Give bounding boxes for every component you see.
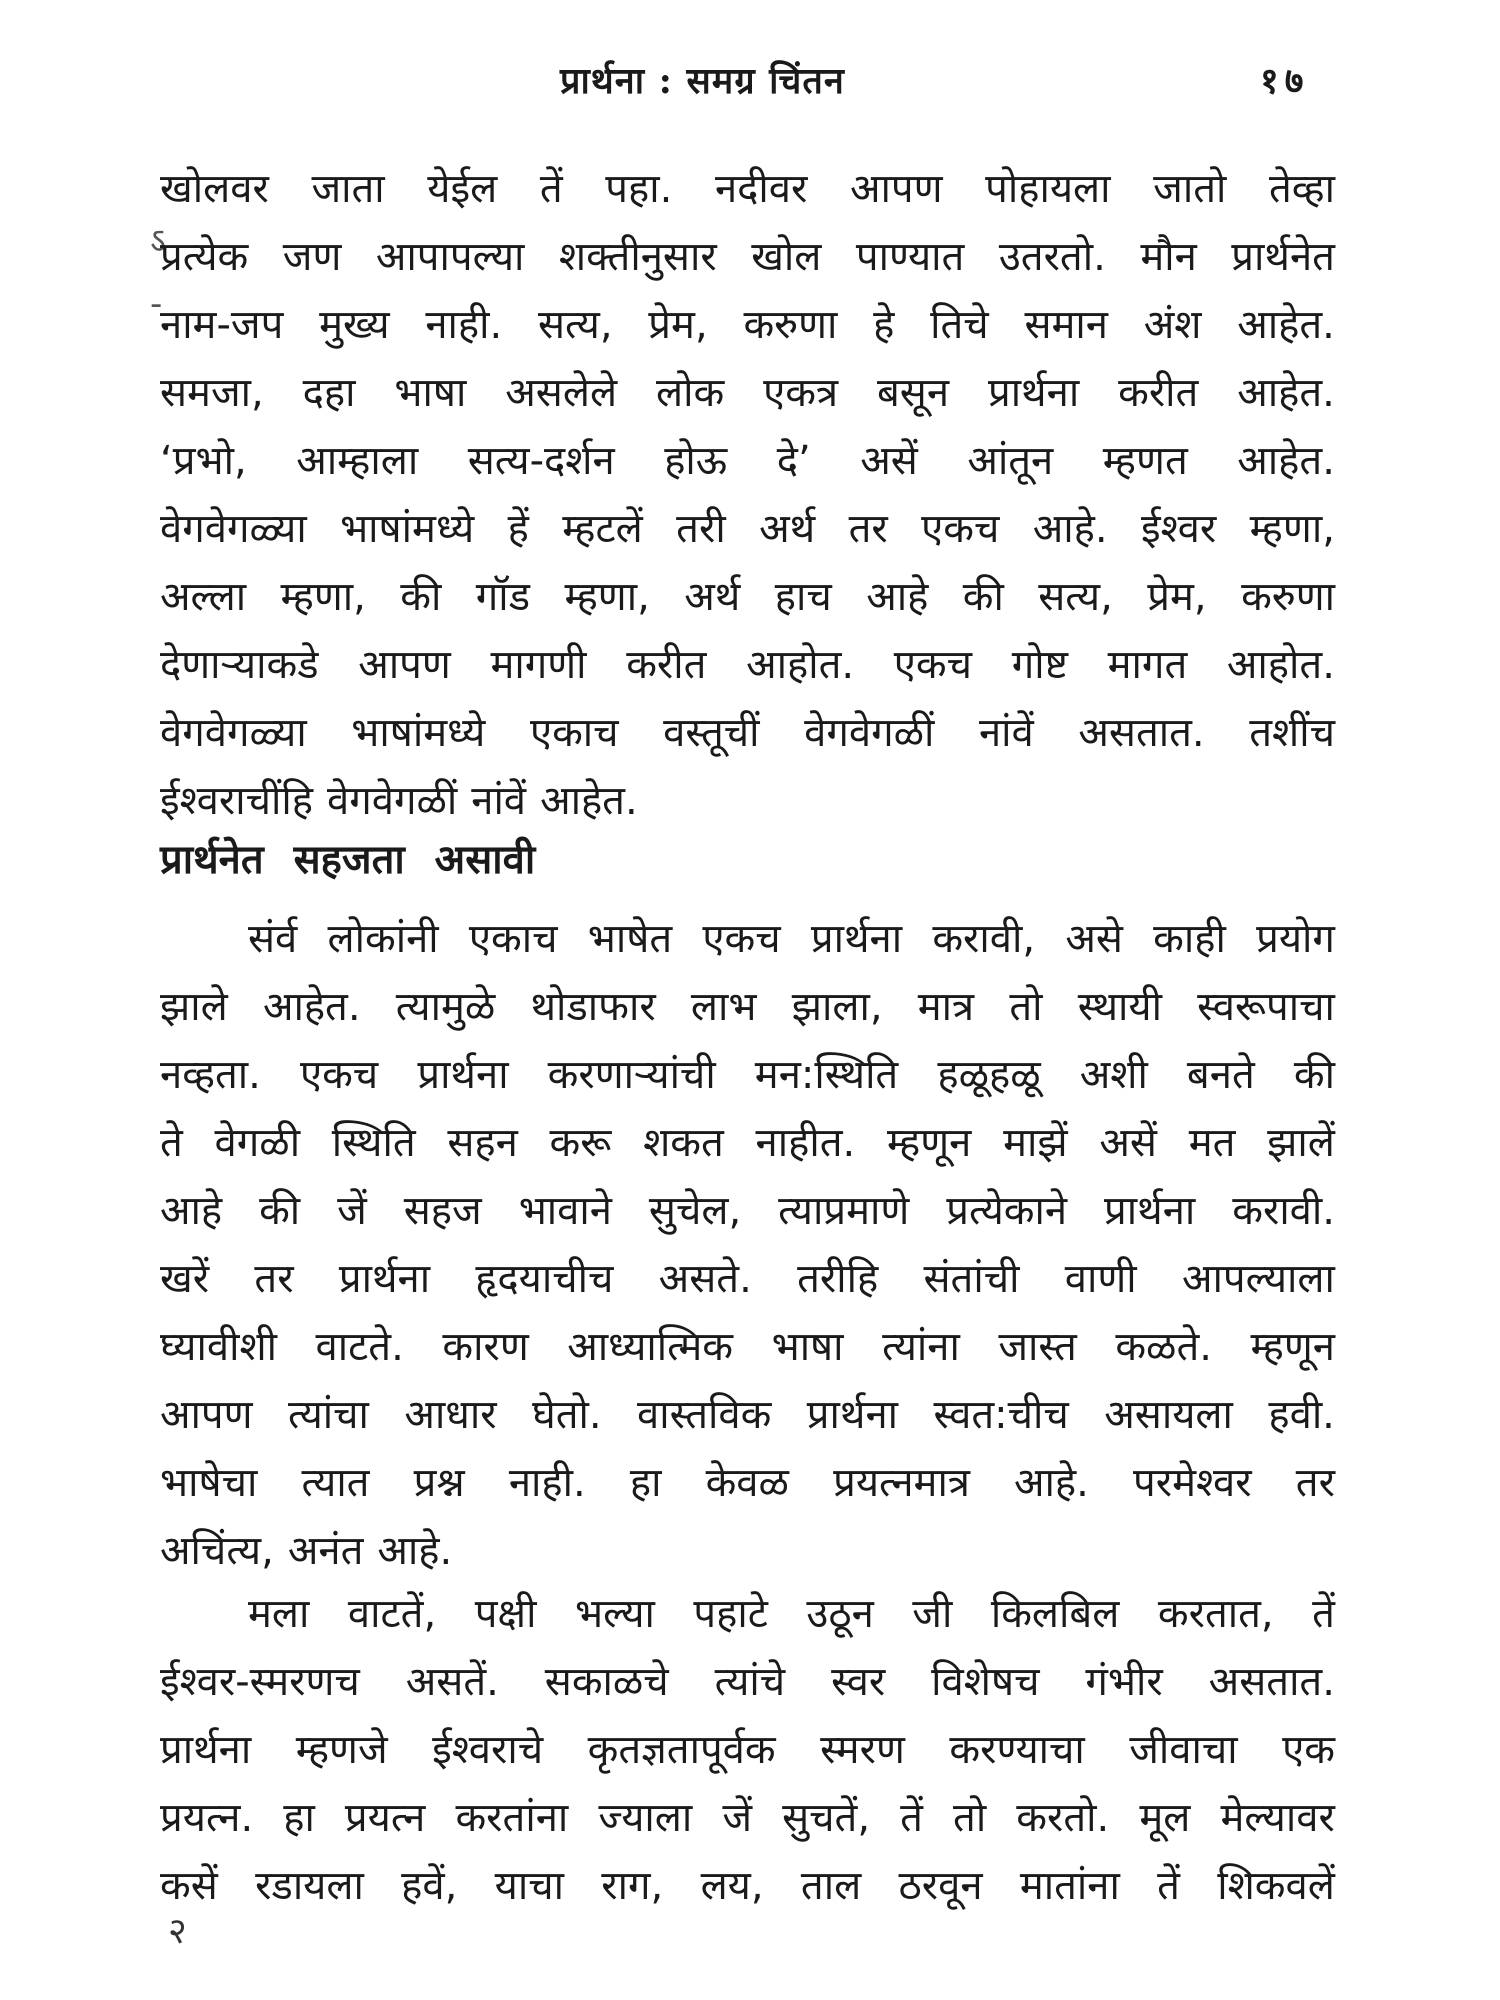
word: आहे. — [1014, 1460, 1089, 1506]
word: असतें. — [405, 1659, 499, 1705]
word: आहे. — [377, 1528, 453, 1574]
word: त्यांना — [882, 1324, 960, 1370]
word: प्रार्थना — [160, 1727, 252, 1773]
word: अर्थ — [759, 506, 816, 552]
text-line — [160, 1109, 1335, 1177]
word: ईश्वर — [1140, 506, 1217, 552]
word: तरीहि — [797, 1256, 879, 1302]
word: आम्हाला — [296, 438, 419, 484]
word: आहेत. — [540, 778, 638, 824]
word: करावी. — [1232, 1188, 1335, 1234]
word: जी — [912, 1591, 953, 1637]
word: वाटते. — [315, 1324, 404, 1370]
word: म्हटलें — [562, 506, 643, 552]
word: मला — [248, 1591, 310, 1637]
word: एकच — [921, 506, 1000, 552]
word: भाषा — [771, 1324, 844, 1370]
word: आहे — [866, 574, 929, 620]
word: सत्य, — [537, 302, 613, 348]
word: विशेषच — [931, 1659, 1040, 1705]
word: खरें — [160, 1256, 210, 1302]
word: एकाच — [468, 916, 558, 962]
word: तशींच — [1249, 710, 1335, 756]
word: प्रार्थना — [806, 1392, 899, 1438]
word: एकच — [702, 916, 781, 962]
word: आपल्याला — [1181, 1256, 1335, 1302]
word: प्रेम, — [1147, 574, 1207, 620]
word: स्थायी — [1077, 984, 1162, 1030]
text-line — [160, 1580, 1335, 1648]
folio-mark: २ — [168, 1911, 187, 1952]
word: भाषांमध्ये — [340, 506, 475, 552]
text-line — [160, 1177, 1335, 1245]
word: काही — [1153, 916, 1226, 962]
word: वेगळी — [214, 1120, 301, 1166]
word: करण्याचा — [949, 1727, 1085, 1773]
word: जण — [282, 234, 342, 280]
paragraph-2 — [160, 905, 1335, 1585]
word: सहज — [403, 1188, 482, 1234]
word: स्वरूपाचा — [1197, 984, 1335, 1030]
word: अचिंत्य, — [160, 1528, 274, 1574]
word: शक्तीनुसार — [558, 234, 717, 280]
text-line — [160, 155, 1335, 223]
word: हा — [283, 1795, 315, 1841]
word: पाण्यात — [855, 234, 965, 280]
text-line — [160, 1648, 1335, 1716]
word: वेगवेगळीं — [326, 778, 458, 824]
word: केवळ — [705, 1460, 789, 1506]
word: म्हणत — [1102, 438, 1188, 484]
word: आहेत. — [1237, 302, 1335, 348]
word: कळते. — [1115, 1324, 1212, 1370]
word: अनंत — [287, 1528, 364, 1574]
word: तो — [953, 1795, 987, 1841]
word: झाला, — [791, 984, 883, 1030]
word: आहेत. — [262, 984, 361, 1030]
word: वेगवेगळ्या — [160, 710, 307, 756]
word: भाषेत — [587, 916, 673, 962]
word: त्यांचा — [288, 1392, 369, 1438]
word: करतात, — [1157, 1591, 1274, 1637]
word: शकत — [643, 1120, 724, 1166]
word: राग, — [601, 1863, 664, 1909]
word: संतांची — [923, 1256, 1020, 1302]
word: ‘प्रभो, — [160, 438, 247, 484]
paragraph-1 — [160, 155, 1335, 835]
word: करीत — [1118, 370, 1199, 416]
word: लय, — [700, 1863, 764, 1909]
word: असायला — [1104, 1392, 1233, 1438]
word: आधार — [404, 1392, 497, 1438]
running-title: प्रार्थना : समग्र चिंतन — [560, 60, 845, 102]
word: असें — [860, 438, 918, 484]
word: जाता — [311, 166, 385, 212]
text-line — [160, 699, 1335, 767]
word: प्रश्न — [413, 1460, 465, 1506]
word: त्यांचे — [714, 1659, 786, 1705]
word: दहा — [302, 370, 356, 416]
word: पक्षी — [474, 1591, 537, 1637]
word: नांवें — [978, 710, 1034, 756]
word: झाले — [160, 984, 228, 1030]
text-line — [160, 1313, 1335, 1381]
text-line — [160, 563, 1335, 631]
word: जातो — [1153, 166, 1227, 212]
word: वाणी — [1064, 1256, 1137, 1302]
text-line — [160, 767, 1335, 835]
word: अर्थ — [684, 574, 741, 620]
word: आहोत. — [1226, 642, 1335, 688]
word: प्रार्थना — [987, 370, 1080, 416]
word: आहेत. — [1237, 370, 1335, 416]
word: बसून — [876, 370, 950, 416]
word: करणाऱ्यांची — [547, 1052, 716, 1098]
word: ठरवून — [898, 1863, 983, 1909]
word: एकच — [299, 1052, 379, 1098]
text-line — [160, 495, 1335, 563]
word: की — [1293, 1052, 1335, 1098]
word: नांवें — [471, 778, 527, 824]
word: आंतून — [967, 438, 1054, 484]
word: असे — [1065, 916, 1123, 962]
word: तें — [1312, 1591, 1335, 1637]
word: भाषांमध्ये — [351, 710, 486, 756]
section-heading: प्रार्थनेत सहजता असावी — [160, 837, 536, 883]
word: अशी — [1079, 1052, 1148, 1098]
text-line — [160, 359, 1335, 427]
word: नाहीत. — [755, 1120, 856, 1166]
word: असतात. — [1208, 1659, 1335, 1705]
word: वाटतें, — [347, 1591, 437, 1637]
word: तें — [1157, 1863, 1180, 1909]
word: घ्यावीशी — [160, 1324, 277, 1370]
word: वेगवेगळ्या — [160, 506, 307, 552]
word: तिचे — [930, 302, 989, 348]
word: घेतो. — [532, 1392, 602, 1438]
word: दे’ — [776, 438, 811, 484]
word: जास्त — [998, 1324, 1077, 1370]
word: मात्र — [917, 984, 975, 1030]
word: आहे — [160, 1188, 223, 1234]
word: ईश्वराचे — [432, 1727, 544, 1773]
word: उठून — [806, 1591, 874, 1637]
word: म्हणा, — [1249, 506, 1335, 552]
word: म्हणा, — [564, 574, 650, 620]
text-line — [160, 223, 1335, 291]
word: प्रार्थना — [810, 916, 903, 962]
word: पहाटे — [693, 1591, 768, 1637]
text-line — [160, 1716, 1335, 1784]
word: करतांना — [455, 1795, 569, 1841]
word: त्यात — [301, 1460, 370, 1506]
word: वास्तविक — [637, 1392, 772, 1438]
word: संर्व — [248, 916, 298, 962]
word: तें — [539, 166, 563, 212]
word: लाभ — [690, 984, 757, 1030]
word: मागणी — [490, 642, 587, 688]
word: त्यामुळे — [395, 984, 496, 1030]
word: करुणा — [1241, 574, 1335, 620]
word: तो — [1009, 984, 1043, 1030]
word: कृतज्ञतापूर्वक — [587, 1727, 776, 1773]
word: आपापल्या — [375, 234, 525, 280]
word: पहा. — [605, 166, 673, 212]
word: आपण — [160, 1392, 253, 1438]
word: करावी, — [932, 916, 1036, 962]
word: मत — [1188, 1120, 1236, 1166]
page-header — [0, 55, 1500, 125]
word: लोक — [656, 370, 725, 416]
word: उतरतो. — [998, 234, 1106, 280]
word: स्वत:चीच — [933, 1392, 1069, 1438]
word: अंश — [1143, 302, 1202, 348]
word: लोकांनी — [327, 916, 439, 962]
word: पोहायला — [985, 166, 1111, 212]
word: ताल — [800, 1863, 862, 1909]
word: की — [962, 574, 1004, 620]
text-line — [160, 1449, 1335, 1517]
word: प्रत्येक — [160, 234, 249, 280]
word: खोल — [751, 234, 822, 280]
word: नाम-जप — [160, 302, 284, 348]
word: बनते — [1186, 1052, 1255, 1098]
word: हृदयाचीच — [475, 1256, 614, 1302]
word: कारण — [442, 1324, 529, 1370]
word: जीवाचा — [1129, 1727, 1238, 1773]
word: थोडाफार — [530, 984, 656, 1030]
word: वस्तूचीं — [663, 710, 760, 756]
word: आपण — [850, 166, 943, 212]
word: प्रयत्न — [344, 1795, 426, 1841]
word: ज्याला — [598, 1795, 693, 1841]
text-line — [160, 427, 1335, 495]
word: जें — [337, 1188, 367, 1234]
word: खोलवर — [160, 166, 269, 212]
word: येईल — [427, 166, 498, 212]
word: भाषेचा — [160, 1460, 258, 1506]
text-line — [160, 1381, 1335, 1449]
word: की — [400, 574, 442, 620]
word: मातांना — [1019, 1863, 1120, 1909]
word: भल्या — [574, 1591, 655, 1637]
word: की — [259, 1188, 301, 1234]
word: नाही. — [425, 302, 503, 348]
word: तरी — [676, 506, 726, 552]
word: हळूहळू — [937, 1052, 1041, 1098]
margin-mark: - — [150, 284, 163, 324]
word: जें — [722, 1795, 753, 1841]
word: नाही. — [508, 1460, 586, 1506]
word: परमेश्वर — [1133, 1460, 1252, 1506]
word: करू — [549, 1120, 612, 1166]
word: प्रार्थना — [417, 1052, 509, 1098]
word: सकाळचे — [544, 1659, 669, 1705]
word: हवी. — [1268, 1392, 1335, 1438]
margin-mark: ऽ — [150, 221, 166, 261]
word: समजा, — [160, 370, 264, 416]
word: कसें — [160, 1863, 218, 1909]
word: नव्हता. — [160, 1052, 261, 1098]
word: हें — [507, 506, 529, 552]
word: असें — [1099, 1120, 1157, 1166]
word: शिकवलें — [1217, 1863, 1335, 1909]
word: सुचेल, — [648, 1188, 742, 1234]
text-line — [160, 1041, 1335, 1109]
word: हा — [629, 1460, 662, 1506]
word: माझें — [1003, 1120, 1068, 1166]
word: ते — [160, 1120, 183, 1166]
word: स्मरण — [820, 1727, 905, 1773]
word: आपण — [358, 642, 451, 688]
text-line — [160, 1245, 1335, 1313]
word: प्रार्थना — [1104, 1188, 1196, 1234]
word: आहे. — [1032, 506, 1108, 552]
word: भावाने — [518, 1188, 612, 1234]
word: नदीवर — [714, 166, 808, 212]
word: सुचतें, — [782, 1795, 871, 1841]
word: सत्य-दर्शन — [467, 438, 615, 484]
word: हे — [873, 302, 895, 348]
text-line — [160, 973, 1335, 1041]
word: आहोत. — [746, 642, 855, 688]
word: सहन — [447, 1120, 518, 1166]
word: मन:स्थिति — [754, 1052, 899, 1098]
word: असते. — [658, 1256, 752, 1302]
word: झालें — [1267, 1120, 1335, 1166]
word: याचा — [494, 1863, 564, 1909]
text-line — [160, 631, 1335, 699]
word: एकच — [893, 642, 973, 688]
word: तर — [254, 1256, 294, 1302]
word: सत्य, — [1038, 574, 1113, 620]
word: प्रार्थना — [338, 1256, 431, 1302]
word: असतात. — [1078, 710, 1205, 756]
word: आहेत. — [1237, 438, 1335, 484]
word: मेल्यावर — [1220, 1795, 1335, 1841]
word: प्रेम, — [648, 302, 708, 348]
word: तर — [1295, 1460, 1335, 1506]
word: गोष्ट — [1011, 642, 1068, 688]
word: स्वर — [831, 1659, 886, 1705]
text-line — [160, 291, 1335, 359]
word: गंभीर — [1085, 1659, 1163, 1705]
word: तर — [848, 506, 888, 552]
word: गॉड — [475, 574, 531, 620]
word: करीत — [626, 642, 707, 688]
word: रडायला — [255, 1863, 364, 1909]
word: किलबिल — [990, 1591, 1120, 1637]
word: प्रयोग — [1256, 916, 1335, 962]
word: प्रार्थनेत — [1231, 234, 1335, 280]
word: त्याप्रमाणे — [778, 1188, 910, 1234]
word: म्हणजे — [295, 1727, 388, 1773]
word: ईश्वर-स्मरणच — [160, 1659, 360, 1705]
word: प्रयत्नमात्र — [833, 1460, 970, 1506]
word: म्हणा, — [280, 574, 366, 620]
word: समान — [1024, 302, 1108, 348]
paragraph-3 — [160, 1580, 1335, 1920]
word: देणाऱ्याकडे — [160, 642, 319, 688]
word: भाषा — [394, 370, 467, 416]
word: एकाच — [529, 710, 619, 756]
text-line — [160, 1784, 1335, 1852]
word: करतो. — [1016, 1795, 1110, 1841]
text-line — [160, 905, 1335, 973]
page-number: १७ — [1260, 60, 1310, 102]
word: हाच — [774, 574, 832, 620]
word: होऊ — [664, 438, 728, 484]
word: वेगवेगळीं — [804, 710, 935, 756]
word: एकत्र — [763, 370, 839, 416]
word: मुख्य — [319, 302, 390, 348]
word: प्रयत्न. — [160, 1795, 254, 1841]
word: स्थिति — [331, 1120, 416, 1166]
text-line — [160, 1852, 1335, 1920]
word: तें — [900, 1795, 923, 1841]
word: ईश्वराचींहि — [160, 778, 313, 824]
text-line — [160, 1517, 1335, 1585]
word: प्रत्येकाने — [946, 1188, 1068, 1234]
word: आध्यात्मिक — [567, 1324, 734, 1370]
word: मागत — [1107, 642, 1188, 688]
word: मौन — [1140, 234, 1197, 280]
word: अल्ला — [160, 574, 247, 620]
word: करुणा — [743, 302, 838, 348]
word: असलेले — [505, 370, 618, 416]
word: एक — [1282, 1727, 1335, 1773]
word: तेव्हा — [1268, 166, 1335, 212]
word: म्हणून — [1250, 1324, 1335, 1370]
word: म्हणून — [886, 1120, 972, 1166]
word: हवें, — [401, 1863, 458, 1909]
word: मूल — [1139, 1795, 1191, 1841]
